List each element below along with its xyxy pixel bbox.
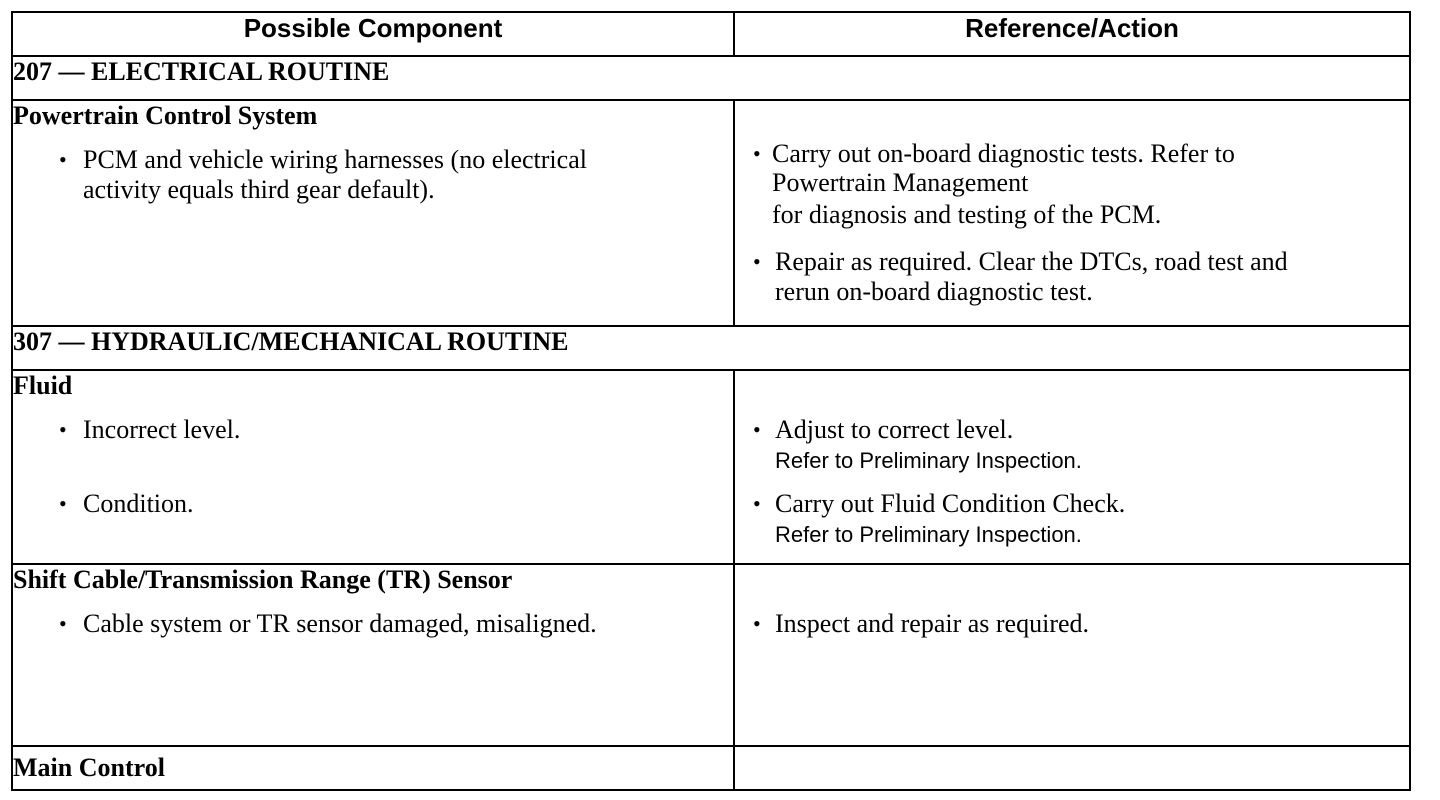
- component-item: [13, 415, 733, 445]
- component-group-title: Powertrain Control System: [13, 101, 318, 130]
- component-item: [13, 145, 733, 205]
- action-text-line: Carry out Fluid Condition Check.: [775, 489, 1126, 518]
- table-header-row: [12, 12, 1410, 56]
- action-text-line: Carry out on-board diagnostic tests. Refer to: [772, 139, 1235, 168]
- component-item: [13, 489, 733, 519]
- action-item: [735, 609, 1409, 639]
- reference-link-text: Refer to Preliminary Inspection.: [775, 522, 1082, 547]
- column-header-reference-action: Reference/Action: [734, 12, 1410, 56]
- diagnostic-table: [11, 11, 1411, 791]
- action-item: [735, 415, 1409, 477]
- bullet-icon: •: [753, 141, 761, 166]
- bullet-icon: •: [59, 611, 67, 636]
- component-cell: [12, 100, 734, 326]
- table-row-main-control: [12, 746, 1410, 790]
- action-text-line: rerun on-board diagnostic test.: [775, 277, 1093, 306]
- action-item: [735, 247, 1409, 307]
- component-item: [13, 609, 733, 639]
- action-item: [735, 489, 1409, 551]
- bullet-icon: •: [59, 147, 67, 172]
- section-title-307: 307 — HYDRAULIC/MECHANICAL ROUTINE: [12, 326, 1410, 370]
- action-text-line: Repair as required. Clear the DTCs, road test and: [775, 247, 1288, 276]
- action-text-line: for diagnosis and testing of the PCM.: [772, 200, 1162, 229]
- action-cell: [734, 564, 1410, 746]
- column-header-possible-component: Possible Component: [12, 12, 734, 56]
- component-group-title: Main Control: [13, 753, 165, 782]
- table-row-powertrain-control-system: [12, 100, 1410, 326]
- action-cell: [734, 100, 1410, 326]
- component-cell: [12, 370, 734, 564]
- reference-link-text: Refer to Preliminary Inspection.: [775, 448, 1082, 473]
- bullet-icon: •: [59, 491, 67, 516]
- section-row-307: [12, 326, 1410, 370]
- item-text-line: activity equals third gear default).: [83, 175, 435, 204]
- action-cell: [734, 370, 1410, 564]
- bullet-icon: •: [59, 417, 67, 442]
- bullet-icon: •: [753, 249, 761, 274]
- bullet-icon: •: [753, 417, 761, 442]
- section-title-207: 207 — ELECTRICAL ROUTINE: [12, 56, 1410, 100]
- component-cell: [12, 564, 734, 746]
- table-row-shift-cable: [12, 564, 1410, 746]
- action-text-line: Adjust to correct level.: [775, 415, 1014, 444]
- item-text-line: Incorrect level.: [83, 415, 241, 444]
- bullet-icon: •: [753, 611, 761, 636]
- bullet-icon: •: [753, 491, 761, 516]
- reference-link-text: Powertrain Management: [772, 168, 1029, 197]
- component-group-title: Shift Cable/Transmission Range (TR) Sensor: [13, 565, 513, 594]
- table-row-fluid: [12, 370, 1410, 564]
- component-group-title: Fluid: [13, 371, 73, 400]
- action-item: [735, 139, 1409, 233]
- section-row-207: [12, 56, 1410, 100]
- component-cell: [12, 746, 734, 790]
- item-text-line: Condition.: [83, 489, 194, 518]
- action-cell: [734, 746, 1410, 790]
- item-text-line: Cable system or TR sensor damaged, misaligned.: [83, 609, 597, 638]
- action-text-line: Inspect and repair as required.: [775, 609, 1090, 638]
- item-text-line: PCM and vehicle wiring harnesses (no electrical: [83, 145, 587, 174]
